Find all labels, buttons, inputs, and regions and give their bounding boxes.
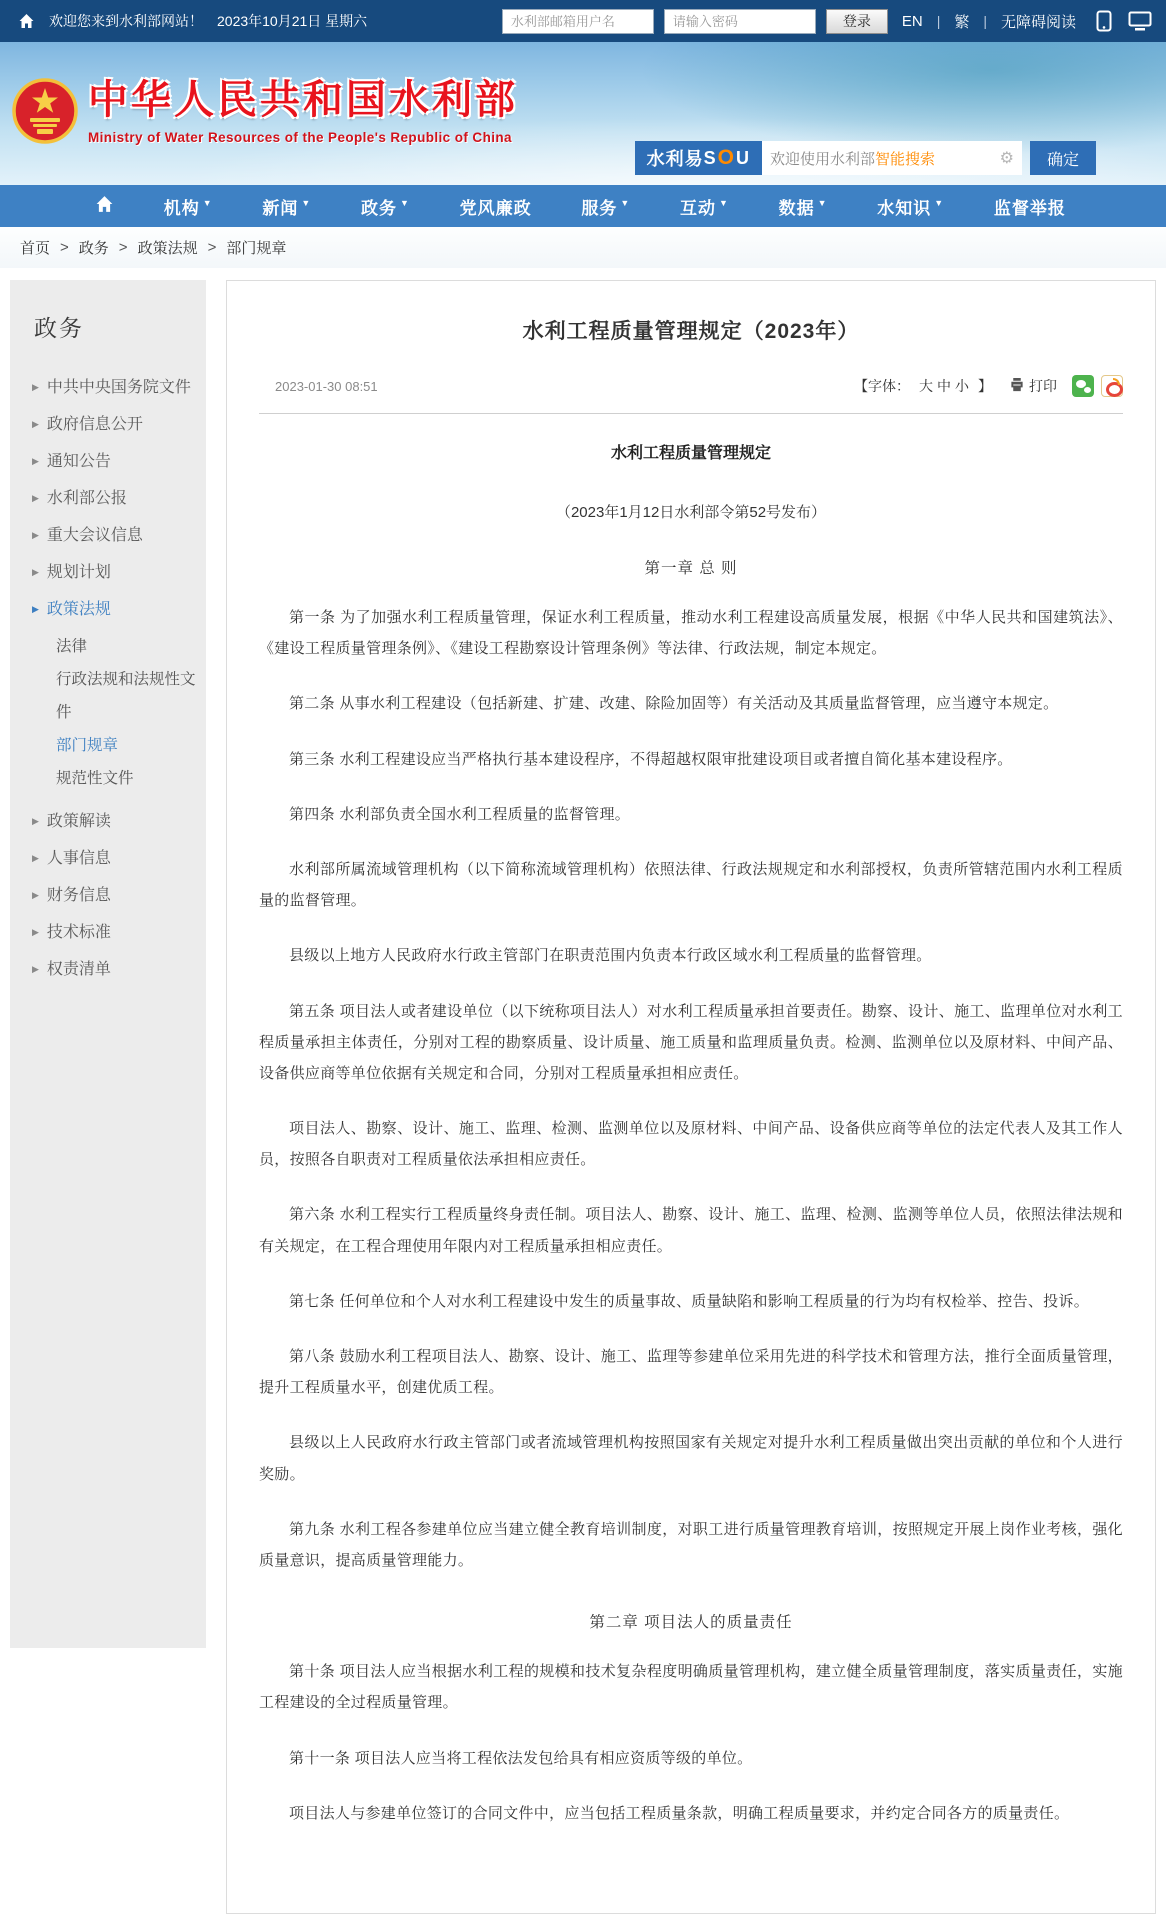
nav-item-服务[interactable] bbox=[581, 194, 630, 219]
article-paragraph: 第五条 项目法人或者建设单位（以下统称项目法人）对水利工程质量承担首要责任。勘察、设计、施工、监理单位对水利工程质量承担主体责任，分别对工程的勘察质量、设计质量、施工质量和监理质量负责。检测、监测单位以及原材料、中间产品、设备供应商等单位依据有关规定和合同，分别对工程质量承担相应责任。 bbox=[259, 1002, 1123, 1082]
nav-item-label: 服务 bbox=[581, 198, 618, 218]
chevron-down-icon: ▼ bbox=[719, 198, 729, 208]
nav-item-水知识[interactable] bbox=[877, 194, 944, 219]
article-paragraph: 第三条 水利工程建设应当严格执行基本建设程序，不得超越权限审批建设项目或者擅自简化基本建设程序。 bbox=[289, 750, 1013, 768]
sidebar-item-label: 人事信息 bbox=[46, 850, 111, 867]
sidebar-sub-li bbox=[56, 762, 198, 795]
font-size-controls bbox=[917, 376, 971, 396]
sidebar bbox=[10, 280, 206, 1648]
arrow-right-icon: ▶ bbox=[32, 890, 39, 900]
breadcrumb-item-首页[interactable]: 首页 bbox=[20, 240, 51, 257]
sidebar-sublist bbox=[32, 630, 198, 795]
sidebar-list bbox=[32, 369, 198, 988]
arrow-right-icon: ▶ bbox=[32, 456, 39, 466]
arrow-right-icon: ▶ bbox=[32, 927, 39, 937]
phone-icon[interactable] bbox=[1096, 10, 1112, 32]
sidebar-li bbox=[32, 914, 198, 951]
topbar-right bbox=[502, 9, 1152, 34]
nav-item-label: 机构 bbox=[163, 198, 200, 218]
weibo-icon[interactable] bbox=[1101, 375, 1123, 397]
search-brand bbox=[635, 141, 762, 175]
arrow-right-icon: ▶ bbox=[32, 964, 39, 974]
search-submit-button[interactable]: 确定 bbox=[1030, 141, 1096, 175]
date-text: 2023年10月21日 星期六 bbox=[217, 13, 368, 29]
sidebar-sub-li bbox=[56, 663, 198, 729]
arrow-right-icon: ▶ bbox=[32, 530, 39, 540]
national-emblem-logo bbox=[12, 78, 78, 149]
sidebar-item-label: 水利部公报 bbox=[46, 490, 127, 507]
chevron-down-icon: ▼ bbox=[301, 198, 312, 208]
sidebar-item-中共中央国务院文件[interactable] bbox=[32, 369, 198, 406]
sidebar-item-权责清单[interactable] bbox=[32, 951, 198, 988]
sidebar-item-水利部公报[interactable] bbox=[32, 480, 198, 517]
password-input[interactable] bbox=[664, 9, 816, 34]
article-paragraph: 第十一条 项目法人应当将工程依法发包给具有相应资质等级的单位。 bbox=[289, 1749, 753, 1767]
chevron-down-icon: ▼ bbox=[202, 198, 213, 208]
sidebar-item-通知公告[interactable] bbox=[32, 443, 198, 480]
chevron-down-icon: ▼ bbox=[817, 198, 828, 208]
sidebar-item-人事信息[interactable] bbox=[32, 840, 198, 877]
welcome-text: 欢迎您来到水利部网站！ bbox=[49, 13, 203, 29]
chapter-heading: 第一章 总 则 bbox=[644, 560, 738, 577]
site-subtitle: Ministry of Water Resources of the People's Republic of China bbox=[88, 130, 512, 145]
sidebar-item-财务信息[interactable] bbox=[32, 877, 198, 914]
sidebar-subitem-行政法规和法规性文件[interactable]: 行政法规和法规性文件 bbox=[56, 671, 196, 721]
article-paragraph: 县级以上人民政府水行政主管部门或者流域管理机构按照国家有关规定对提升水利工程质量做出突出贡献的单位和个人进行奖励。 bbox=[259, 1434, 1123, 1483]
main-area bbox=[0, 268, 1166, 1914]
sidebar-li bbox=[32, 591, 198, 795]
arrow-right-icon: ▶ bbox=[32, 853, 39, 863]
nav-item-政务[interactable] bbox=[361, 194, 410, 219]
nav-item-数据[interactable] bbox=[779, 194, 828, 219]
sidebar-title: 政务 bbox=[34, 315, 84, 341]
arrow-right-icon: ▶ bbox=[32, 604, 39, 614]
sidebar-item-重大会议信息[interactable] bbox=[32, 517, 198, 554]
sidebar-li bbox=[32, 406, 198, 443]
nav-item-新闻[interactable] bbox=[262, 194, 311, 219]
site-banner bbox=[0, 42, 1166, 185]
font-label-open: 【字体： bbox=[854, 378, 910, 394]
search-bar bbox=[635, 141, 1096, 175]
sidebar-item-label: 重大会议信息 bbox=[46, 527, 143, 544]
article-tools bbox=[854, 375, 1123, 397]
sidebar-li bbox=[32, 369, 198, 406]
login-button[interactable]: 登录 bbox=[826, 9, 888, 34]
arrow-right-icon: ▶ bbox=[32, 567, 39, 577]
site-title: 中华人民共和国水利部 bbox=[88, 78, 518, 122]
sidebar-li bbox=[32, 554, 198, 591]
article-meta bbox=[259, 375, 1123, 397]
search-placeholder: 欢迎使用水利部 bbox=[770, 150, 876, 168]
article-paragraph: 第四条 水利部负责全国水利工程质量的监督管理。 bbox=[289, 805, 631, 823]
site-titles bbox=[88, 68, 518, 145]
article-paragraph: 县级以上地方人民政府水行政主管部门在职责范围内负责本行政区域水利工程质量的监督管理。 bbox=[289, 947, 932, 965]
sidebar-item-技术标准[interactable] bbox=[32, 914, 198, 951]
breadcrumb bbox=[0, 227, 1166, 268]
article-paragraph: 第九条 水利工程各参建单位应当建立健全教育培训制度，对职工进行质量管理教育培训，按照规定开展上岗作业考核，强化质量意识，提高质量管理能力。 bbox=[259, 1520, 1123, 1569]
sidebar-sub-li bbox=[56, 630, 198, 663]
nav-item-机构[interactable] bbox=[164, 194, 213, 219]
sidebar-item-label: 通知公告 bbox=[46, 453, 111, 470]
font-label-close: 】 bbox=[978, 378, 992, 394]
sidebar-item-规划计划[interactable] bbox=[32, 554, 198, 591]
sidebar-item-label: 政策法规 bbox=[46, 601, 111, 618]
sidebar-li bbox=[32, 443, 198, 480]
wechat-icon[interactable] bbox=[1072, 375, 1094, 397]
search-brand-s: S bbox=[703, 147, 717, 168]
main-nav bbox=[0, 185, 1166, 227]
nav-item-label: 数据 bbox=[778, 198, 815, 218]
article-paragraph: 项目法人、勘察、设计、施工、监理、检测、监测单位以及原材料、中间产品、设备供应商等单位的法定代表人及其工作人员，按照各自职责对工程质量依法承担相应责任。 bbox=[259, 1120, 1123, 1169]
font-size-大[interactable]: 大 bbox=[919, 378, 933, 394]
topbar-separator: | bbox=[983, 13, 987, 29]
lang-en-link[interactable]: EN bbox=[901, 12, 923, 30]
nav-item-label: 政务 bbox=[361, 198, 397, 218]
breadcrumb-item-政务[interactable]: 政务 bbox=[78, 240, 109, 257]
nav-item-label: 党风廉政 bbox=[459, 198, 532, 218]
document-body bbox=[259, 556, 1123, 1829]
gear-icon[interactable]: ⚙ bbox=[999, 150, 1014, 167]
print-label: 打印 bbox=[1029, 378, 1057, 394]
print-button[interactable] bbox=[1009, 376, 1057, 396]
sidebar-subitem-规范性文件[interactable]: 规范性文件 bbox=[56, 770, 134, 787]
nav-item-label: 水知识 bbox=[877, 198, 932, 218]
chevron-down-icon: ▼ bbox=[400, 198, 410, 208]
sidebar-li bbox=[32, 840, 198, 877]
sidebar-li bbox=[32, 951, 198, 988]
page-title: 水利工程质量管理规定（2023年） bbox=[522, 320, 860, 343]
sidebar-item-label: 规划计划 bbox=[46, 564, 111, 581]
article-panel bbox=[226, 280, 1156, 1914]
sidebar-item-label: 政府信息公开 bbox=[46, 416, 143, 433]
article-paragraph: 第七条 任何单位和个人对水利工程建设中发生的质量事故、质量缺陷和影响工程质量的行为均有权检举、控告、投诉。 bbox=[289, 1292, 1090, 1310]
document-title: 水利工程质量管理规定 bbox=[610, 445, 771, 462]
publish-datetime: 2023-01-30 08:51 bbox=[275, 378, 378, 394]
sidebar-li bbox=[32, 877, 198, 914]
font-size-中[interactable]: 中 bbox=[937, 378, 951, 394]
topbar-left bbox=[18, 11, 367, 31]
divider bbox=[259, 413, 1123, 414]
sidebar-item-政策法规[interactable] bbox=[32, 591, 198, 628]
lang-traditional-link[interactable]: 繁 bbox=[954, 13, 970, 31]
sidebar-li bbox=[32, 803, 198, 840]
search-brand-u: U bbox=[736, 147, 750, 168]
sidebar-li bbox=[32, 480, 198, 517]
article-paragraph: 第一条 为了加强水利工程质量管理，保证水利工程质量，推动水利工程建设高质量发展，根据《中华人民共和国建筑法》、《建设工程质量管理条例》、《建设工程勘察设计管理条例》等法律、行政法规，制定本规定。 bbox=[259, 609, 1123, 658]
email-username-input[interactable] bbox=[502, 9, 654, 34]
nav-item-互动[interactable] bbox=[680, 194, 729, 219]
nav-item-党风廉政[interactable] bbox=[460, 194, 532, 219]
document-issue-line: （2023年1月12日水利部令第52号发布） bbox=[555, 504, 827, 521]
printer-icon bbox=[1009, 377, 1025, 395]
chevron-down-icon: ▼ bbox=[934, 198, 945, 208]
nav-item-label: 新闻 bbox=[262, 198, 299, 218]
arrow-right-icon: ▶ bbox=[32, 493, 39, 503]
sidebar-item-政府信息公开[interactable] bbox=[32, 406, 198, 443]
breadcrumb-item-政策法规[interactable]: 政策法规 bbox=[137, 240, 198, 257]
breadcrumb-separator: > bbox=[118, 239, 128, 256]
monitor-icon[interactable] bbox=[1128, 10, 1152, 32]
search-magnifier-icon: O bbox=[717, 146, 735, 169]
article-paragraph: 第二条 从事水利工程建设（包括新建、扩建、改建、除险加固等）有关活动及其质量监督管理，应当遵守本规定。 bbox=[289, 695, 1059, 713]
search-placeholder-highlight: 智能搜索 bbox=[875, 150, 936, 168]
home-icon[interactable] bbox=[18, 13, 35, 29]
home-icon bbox=[95, 195, 114, 218]
sidebar-item-label: 中共中央国务院文件 bbox=[46, 379, 191, 396]
article-paragraph: 第八条 鼓励水利工程项目法人、勘察、设计、施工、监理等参建单位采用先进的科学技术和管理方法，推行全面质量管理，提升工程质量水平，创建优质工程。 bbox=[259, 1348, 1123, 1397]
article-paragraph: 第六条 水利工程实行工程质量终身责任制。项目法人、勘察、设计、施工、监理、检测、监测等单位人员，依照法律法规和有关规定，在工程合理使用年限内对工程质量承担相应责任。 bbox=[259, 1206, 1123, 1255]
nav-item-监督举报[interactable] bbox=[994, 194, 1066, 219]
font-size-小[interactable]: 小 bbox=[955, 378, 969, 394]
nav-item-home[interactable] bbox=[95, 195, 114, 218]
arrow-right-icon: ▶ bbox=[32, 816, 39, 826]
chapter-heading: 第二章 项目法人的质量责任 bbox=[589, 1614, 793, 1632]
sidebar-subitem-法律[interactable]: 法律 bbox=[56, 638, 88, 655]
arrow-right-icon: ▶ bbox=[32, 419, 39, 429]
search-input[interactable] bbox=[762, 141, 1022, 175]
search-brand-text: 水利易 bbox=[646, 149, 704, 169]
breadcrumb-separator: > bbox=[60, 239, 69, 256]
sidebar-item-label: 政策解读 bbox=[46, 813, 111, 830]
article-paragraph: 项目法人与参建单位签订的合同文件中，应当包括工程质量条款，明确工程质量要求，并约定合同各方的质量责任。 bbox=[289, 1804, 1070, 1822]
breadcrumb-separator: > bbox=[207, 239, 217, 256]
nav-item-label: 互动 bbox=[680, 198, 716, 218]
sidebar-sub-li bbox=[56, 729, 198, 762]
nav-item-label: 监督举报 bbox=[993, 198, 1066, 218]
sidebar-item-label: 财务信息 bbox=[46, 887, 111, 904]
arrow-right-icon: ▶ bbox=[32, 382, 39, 392]
topbar-separator: | bbox=[936, 13, 941, 29]
sidebar-li bbox=[32, 517, 198, 554]
accessibility-link[interactable]: 无障碍阅读 bbox=[1000, 13, 1076, 31]
sidebar-item-政策解读[interactable] bbox=[32, 803, 198, 840]
article-paragraph: 水利部所属流域管理机构（以下简称流域管理机构）依照法律、行政法规规定和水利部授权，负责所管辖范围内水利工程质量的监督管理。 bbox=[259, 860, 1123, 910]
sidebar-subitem-部门规章[interactable]: 部门规章 bbox=[56, 737, 119, 754]
sidebar-item-label: 权责清单 bbox=[46, 961, 111, 978]
article-paragraph: 第十条 项目法人应当根据水利工程的规模和技术复杂程度明确质量管理机构，建立健全质量管理制度，落实质量责任，实施工程建设的全过程质量管理。 bbox=[259, 1663, 1123, 1712]
breadcrumb-item-部门规章: 部门规章 bbox=[226, 240, 287, 257]
chevron-down-icon: ▼ bbox=[620, 198, 631, 208]
topbar bbox=[0, 0, 1166, 42]
sidebar-item-label: 技术标准 bbox=[46, 924, 111, 941]
